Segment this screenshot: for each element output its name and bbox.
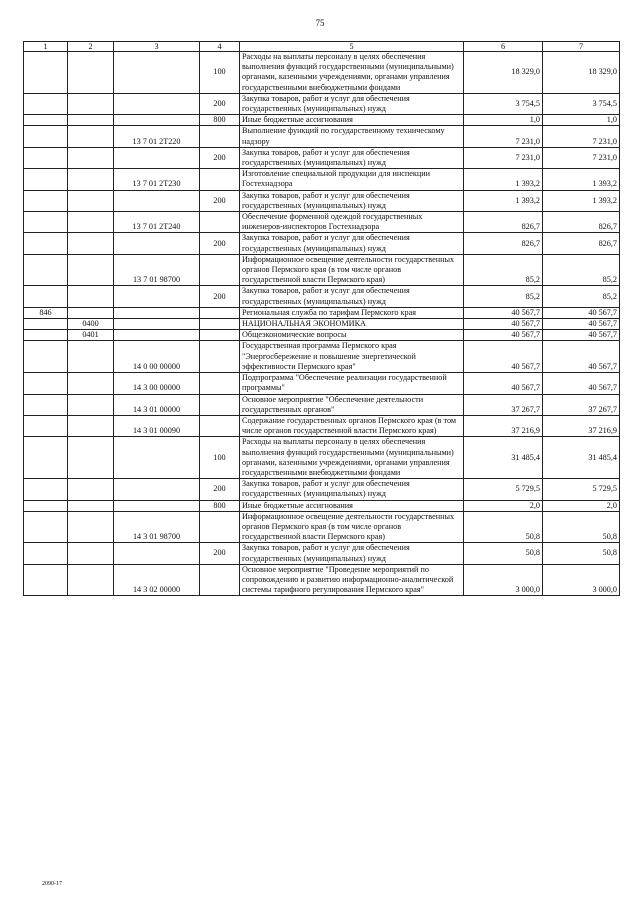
value-7-cell: 50,8	[543, 511, 620, 543]
page-number: 75	[315, 18, 325, 28]
value-7-cell: 5 729,5	[543, 479, 620, 500]
code-2-cell	[68, 190, 114, 211]
column-header: 2	[68, 42, 114, 52]
value-6-cell: 5 729,5	[464, 479, 543, 500]
value-7-cell: 40 567,7	[543, 373, 620, 394]
code-4-cell	[200, 511, 240, 543]
code-4-cell	[200, 341, 240, 373]
code-1-cell	[24, 212, 68, 233]
code-3-cell	[114, 543, 200, 564]
code-3-cell	[114, 115, 200, 126]
value-6-cell: 40 567,7	[464, 373, 543, 394]
code-3-cell	[114, 307, 200, 318]
value-7-cell: 37 216,9	[543, 415, 620, 436]
code-1-cell	[24, 437, 68, 479]
code-3-cell	[114, 147, 200, 168]
table-row	[24, 341, 620, 373]
code-2-cell	[68, 511, 114, 543]
code-2-cell	[68, 212, 114, 233]
table-row	[24, 233, 620, 254]
code-2-cell	[68, 500, 114, 511]
table-row	[24, 254, 620, 286]
code-1-cell	[24, 233, 68, 254]
description-cell: Подпрограмма "Обеспечение реализации государственной программы"	[240, 373, 464, 394]
code-3-cell: 14 0 00 00000	[114, 341, 200, 373]
column-header: 6	[464, 42, 543, 52]
code-4-cell	[200, 212, 240, 233]
table-row	[24, 307, 620, 318]
value-6-cell: 7 231,0	[464, 126, 543, 147]
value-7-cell: 40 567,7	[543, 330, 620, 341]
code-1-cell	[24, 147, 68, 168]
code-2-cell	[68, 341, 114, 373]
code-3-cell	[114, 330, 200, 341]
value-6-cell: 826,7	[464, 233, 543, 254]
value-6-cell: 37 216,9	[464, 415, 543, 436]
value-7-cell: 40 567,7	[543, 319, 620, 330]
table-row	[24, 437, 620, 479]
value-7-cell: 826,7	[543, 233, 620, 254]
code-4-cell: 100	[200, 52, 240, 94]
code-4-cell	[200, 169, 240, 190]
value-7-cell: 18 329,0	[543, 52, 620, 94]
table-row	[24, 330, 620, 341]
value-7-cell: 3 754,5	[543, 93, 620, 114]
value-6-cell: 1,0	[464, 115, 543, 126]
value-7-cell: 50,8	[543, 543, 620, 564]
code-1-cell	[24, 52, 68, 94]
code-2-cell	[68, 564, 114, 596]
code-4-cell	[200, 415, 240, 436]
description-cell: Обеспечение форменной одеждой государственных инженеров-инспекторов Гостехнадзора	[240, 212, 464, 233]
value-7-cell: 1 393,2	[543, 190, 620, 211]
code-1-cell	[24, 319, 68, 330]
code-4-cell: 200	[200, 93, 240, 114]
description-cell: НАЦИОНАЛЬНАЯ ЭКОНОМИКА	[240, 319, 464, 330]
code-2-cell	[68, 479, 114, 500]
table-row	[24, 286, 620, 307]
code-4-cell: 200	[200, 286, 240, 307]
description-cell: Изготовление специальной продукции для инспекции Гостехнадзора	[240, 169, 464, 190]
value-6-cell: 40 567,7	[464, 330, 543, 341]
code-3-cell	[114, 93, 200, 114]
table-row	[24, 479, 620, 500]
code-1-cell	[24, 330, 68, 341]
code-3-cell: 14 3 02 00000	[114, 564, 200, 596]
value-7-cell: 1,0	[543, 115, 620, 126]
code-3-cell: 13 7 01 2T220	[114, 126, 200, 147]
description-cell: Расходы на выплаты персоналу в целях обеспечения выполнения функций государственными (муниципальными) органами, казенными учреждениями, органами управления государственными внебюджетными фондами	[240, 52, 464, 94]
description-cell: Закупка товаров, работ и услуг для обеспечения государственных (муниципальных) нужд	[240, 233, 464, 254]
description-cell: Закупка товаров, работ и услуг для обеспечения государственных (муниципальных) нужд	[240, 147, 464, 168]
budget-table	[23, 41, 620, 596]
description-cell: Закупка товаров, работ и услуг для обеспечения государственных (муниципальных) нужд	[240, 543, 464, 564]
code-3-cell	[114, 319, 200, 330]
code-3-cell	[114, 52, 200, 94]
code-4-cell	[200, 307, 240, 318]
code-4-cell: 200	[200, 190, 240, 211]
code-1-cell	[24, 190, 68, 211]
code-2-cell	[68, 437, 114, 479]
table-row	[24, 147, 620, 168]
code-1-cell	[24, 415, 68, 436]
value-7-cell: 85,2	[543, 254, 620, 286]
table-row	[24, 500, 620, 511]
code-2-cell: 0401	[68, 330, 114, 341]
table-row	[24, 126, 620, 147]
code-2-cell	[68, 93, 114, 114]
value-7-cell: 37 267,7	[543, 394, 620, 415]
description-cell: Закупка товаров, работ и услуг для обеспечения государственных (муниципальных) нужд	[240, 93, 464, 114]
code-3-cell: 14 3 01 00000	[114, 394, 200, 415]
value-7-cell: 3 000,0	[543, 564, 620, 596]
value-7-cell: 7 231,0	[543, 126, 620, 147]
code-1-cell	[24, 543, 68, 564]
code-4-cell: 200	[200, 233, 240, 254]
code-4-cell	[200, 126, 240, 147]
code-3-cell: 14 3 01 98700	[114, 511, 200, 543]
code-2-cell	[68, 286, 114, 307]
value-6-cell: 85,2	[464, 254, 543, 286]
code-1-cell	[24, 169, 68, 190]
value-6-cell: 1 393,2	[464, 190, 543, 211]
code-4-cell	[200, 564, 240, 596]
value-6-cell: 3 754,5	[464, 93, 543, 114]
code-3-cell: 14 3 01 00090	[114, 415, 200, 436]
value-6-cell: 40 567,7	[464, 341, 543, 373]
description-cell: Иные бюджетные ассигнования	[240, 500, 464, 511]
value-6-cell: 85,2	[464, 286, 543, 307]
code-4-cell	[200, 319, 240, 330]
code-4-cell: 200	[200, 479, 240, 500]
value-6-cell: 50,8	[464, 543, 543, 564]
description-cell: Информационное освещение деятельности государственных органов Пермского края (в том числе органов государственной власти Пермского края)	[240, 511, 464, 543]
table-row	[24, 190, 620, 211]
code-4-cell: 800	[200, 500, 240, 511]
code-2-cell	[68, 373, 114, 394]
code-2-cell	[68, 52, 114, 94]
code-1-cell	[24, 500, 68, 511]
code-2-cell	[68, 254, 114, 286]
code-3-cell: 13 7 01 2T240	[114, 212, 200, 233]
code-2-cell	[68, 233, 114, 254]
description-cell: Общеэкономические вопросы	[240, 330, 464, 341]
value-6-cell: 826,7	[464, 212, 543, 233]
table-row	[24, 212, 620, 233]
code-1-cell: 846	[24, 307, 68, 318]
table-row	[24, 373, 620, 394]
code-1-cell	[24, 511, 68, 543]
code-1-cell	[24, 373, 68, 394]
table-row	[24, 564, 620, 596]
value-6-cell: 31 485,4	[464, 437, 543, 479]
value-7-cell: 40 567,7	[543, 307, 620, 318]
code-4-cell: 100	[200, 437, 240, 479]
code-4-cell	[200, 394, 240, 415]
value-6-cell: 40 567,7	[464, 307, 543, 318]
code-4-cell: 200	[200, 147, 240, 168]
value-7-cell: 7 231,0	[543, 147, 620, 168]
code-3-cell: 14 3 00 00000	[114, 373, 200, 394]
table-row	[24, 543, 620, 564]
description-cell: Содержание государственных органов Пермского края (в том числе органов государственной власти Пермского края)	[240, 415, 464, 436]
value-7-cell: 31 485,4	[543, 437, 620, 479]
description-cell: Выполнение функций по государственному техническому надзору	[240, 126, 464, 147]
code-1-cell	[24, 254, 68, 286]
value-6-cell: 1 393,2	[464, 169, 543, 190]
description-cell: Государственная программа Пермского края "Энергосбережение и повышение энергетической эффективности Пермского края"	[240, 341, 464, 373]
description-cell: Региональная служба по тарифам Пермского края	[240, 307, 464, 318]
code-2-cell	[68, 394, 114, 415]
table-row	[24, 511, 620, 543]
table-row	[24, 115, 620, 126]
code-2-cell	[68, 307, 114, 318]
value-7-cell: 40 567,7	[543, 341, 620, 373]
value-7-cell: 1 393,2	[543, 169, 620, 190]
code-3-cell	[114, 286, 200, 307]
footer-code: 2090-17	[42, 881, 62, 887]
code-1-cell	[24, 564, 68, 596]
code-2-cell	[68, 115, 114, 126]
code-1-cell	[24, 479, 68, 500]
description-cell: Информационное освещение деятельности государственных органов Пермского края (в том числе органов государственной власти Пермского края)	[240, 254, 464, 286]
code-3-cell	[114, 233, 200, 254]
value-6-cell: 50,8	[464, 511, 543, 543]
description-cell: Основное мероприятие "Проведение мероприятий по сопровождению и развитию информационно-аналитической системы тарифного регулирования Пермского края"	[240, 564, 464, 596]
value-6-cell: 7 231,0	[464, 147, 543, 168]
code-1-cell	[24, 93, 68, 114]
table-row	[24, 415, 620, 436]
column-header: 4	[200, 42, 240, 52]
code-3-cell: 13 7 01 98700	[114, 254, 200, 286]
code-1-cell	[24, 286, 68, 307]
code-4-cell: 800	[200, 115, 240, 126]
code-2-cell	[68, 415, 114, 436]
code-1-cell	[24, 126, 68, 147]
value-7-cell: 2,0	[543, 500, 620, 511]
code-3-cell	[114, 190, 200, 211]
column-header: 5	[240, 42, 464, 52]
value-6-cell: 3 000,0	[464, 564, 543, 596]
value-6-cell: 37 267,7	[464, 394, 543, 415]
value-7-cell: 826,7	[543, 212, 620, 233]
description-cell: Закупка товаров, работ и услуг для обеспечения государственных (муниципальных) нужд	[240, 479, 464, 500]
code-4-cell	[200, 373, 240, 394]
code-1-cell	[24, 115, 68, 126]
code-2-cell	[68, 126, 114, 147]
value-7-cell: 85,2	[543, 286, 620, 307]
column-header: 1	[24, 42, 68, 52]
description-cell: Основное мероприятие "Обеспечение деятельности государственных органов"	[240, 394, 464, 415]
code-3-cell	[114, 500, 200, 511]
code-2-cell	[68, 169, 114, 190]
code-2-cell	[68, 543, 114, 564]
description-cell: Закупка товаров, работ и услуг для обеспечения государственных (муниципальных) нужд	[240, 286, 464, 307]
code-4-cell	[200, 254, 240, 286]
code-4-cell	[200, 330, 240, 341]
value-6-cell: 40 567,7	[464, 319, 543, 330]
code-2-cell	[68, 147, 114, 168]
description-cell: Закупка товаров, работ и услуг для обеспечения государственных (муниципальных) нужд	[240, 190, 464, 211]
code-1-cell	[24, 394, 68, 415]
description-cell: Иные бюджетные ассигнования	[240, 115, 464, 126]
table-row	[24, 169, 620, 190]
table-row	[24, 319, 620, 330]
code-4-cell: 200	[200, 543, 240, 564]
code-3-cell	[114, 437, 200, 479]
code-2-cell: 0400	[68, 319, 114, 330]
column-header: 3	[114, 42, 200, 52]
value-6-cell: 18 329,0	[464, 52, 543, 94]
table-row	[24, 52, 620, 94]
code-3-cell: 13 7 01 2T230	[114, 169, 200, 190]
description-cell: Расходы на выплаты персоналу в целях обеспечения выполнения функций государственными (муниципальными) органами, казенными учреждениями, органами управления государственными внебюджетными фондами	[240, 437, 464, 479]
code-3-cell	[114, 479, 200, 500]
value-6-cell: 2,0	[464, 500, 543, 511]
code-1-cell	[24, 341, 68, 373]
table-row	[24, 394, 620, 415]
column-header: 7	[543, 42, 620, 52]
column-number-row	[24, 42, 620, 52]
table-row	[24, 93, 620, 114]
